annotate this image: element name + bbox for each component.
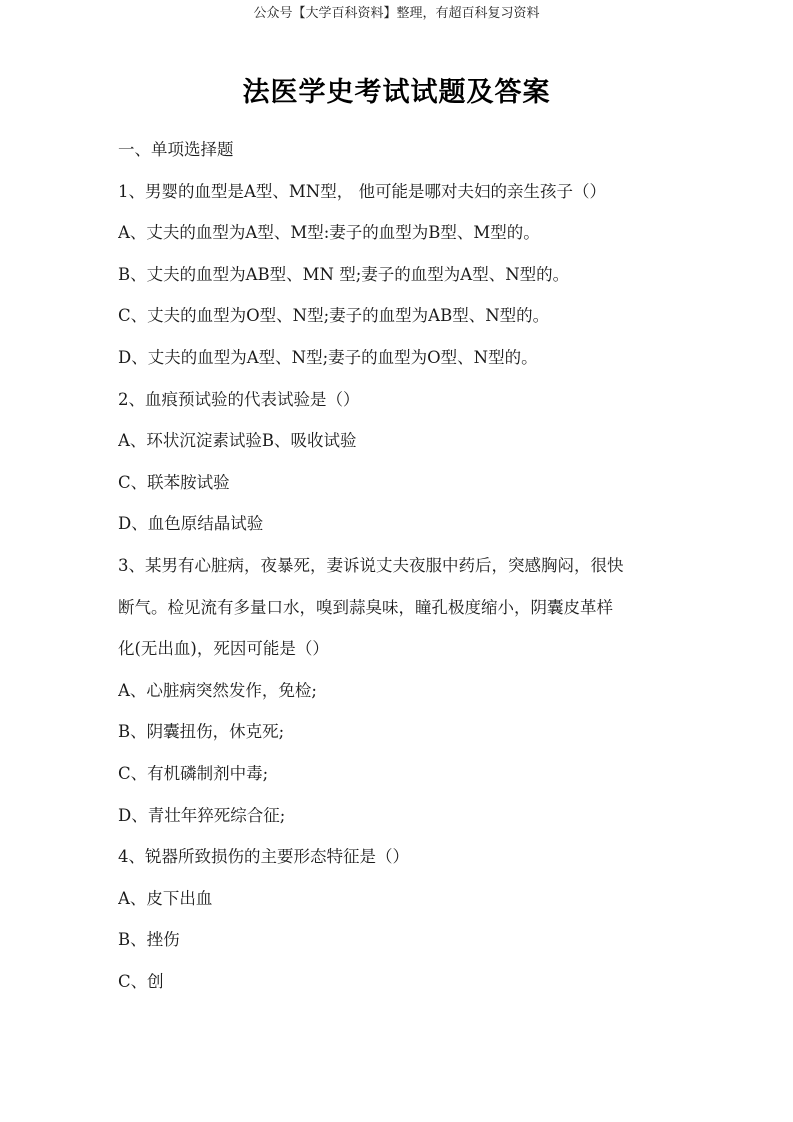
question-4-option-b: B、挫伤 [118, 930, 180, 950]
question-3-option-a: A、心脏病突然发作，免检; [118, 680, 317, 700]
question-1: 1、男婴的血型是A型、MN型， 他可能是哪对夫妇的亲生孩子（） [118, 181, 606, 201]
question-3-line-1: 3、某男有心脏病，夜暴死，妻诉说丈夫夜服中药后，突感胸闷，很快 [118, 555, 624, 575]
page-title: 法医学史考试试题及答案 [242, 77, 551, 108]
question-2-option-c: C、联苯胺试验 [118, 472, 230, 492]
question-3-option-d: D、青壮年猝死综合征; [118, 805, 286, 825]
question-3-line-3: 化(无出血)，死因可能是（） [118, 639, 329, 659]
question-1-option-c: C、丈夫的血型为O型、N型;妻子的血型为AB型、N型的。 [118, 306, 550, 326]
question-3-line-2: 断气。检见流有多量口水，嗅到蒜臭味，瞳孔极度缩小，阴囊皮革样 [118, 597, 613, 617]
header-note: 公众号【大学百科资料】整理，有超百科复习资料 [253, 6, 540, 21]
question-3-option-c: C、有机磷制剂中毒; [118, 763, 269, 783]
question-3-option-b: B、阴囊扭伤，休克死; [118, 722, 285, 742]
question-2-option-a-b: A、环状沉淀素试验B、吸收试验 [118, 431, 357, 451]
question-2: 2、血痕预试验的代表试验是（） [118, 389, 360, 409]
question-2-option-d: D、血色原结晶试验 [118, 514, 264, 534]
question-1-option-a: A、丈夫的血型为A型、M型:妻子的血型为B型、M型的。 [118, 223, 540, 243]
question-4: 4、锐器所致损伤的主要形态特征是（） [118, 847, 409, 867]
section-heading: 一、单项选择题 [118, 140, 234, 159]
question-4-option-a: A、皮下出血 [118, 888, 213, 908]
question-1-option-d: D、丈夫的血型为A型、N型;妻子的血型为O型、N型的。 [118, 347, 538, 367]
question-4-option-c: C、创 [118, 971, 164, 991]
question-1-option-b: B、丈夫的血型为AB型、MN 型;妻子的血型为A型、N型的。 [118, 264, 570, 284]
document-body [118, 129, 698, 1002]
